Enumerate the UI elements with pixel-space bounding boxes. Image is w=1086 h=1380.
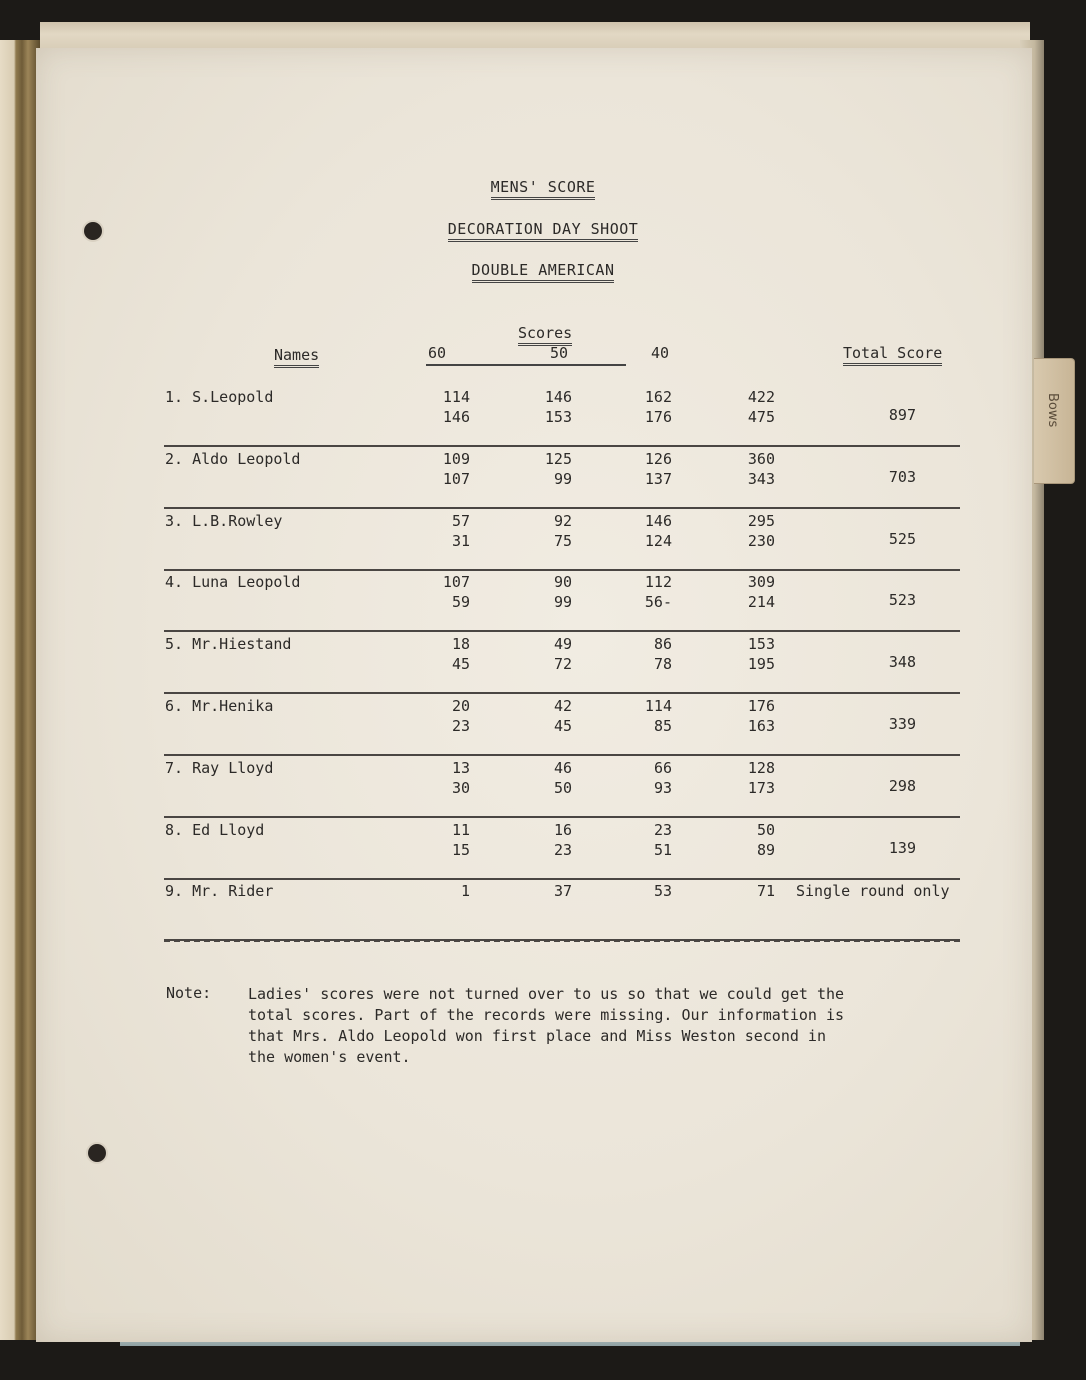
- score-cell: 23: [553, 841, 572, 859]
- score-cell: 42: [553, 697, 572, 715]
- row-divider: [164, 630, 960, 632]
- row-name: 9. Mr. Rider: [165, 882, 274, 900]
- score-cell: 18: [451, 635, 470, 653]
- score-cell: 176: [747, 697, 775, 715]
- score-cell: 50: [553, 779, 572, 797]
- score-cell: 153: [544, 408, 572, 426]
- score-cell: 75: [553, 532, 572, 550]
- row-divider: [164, 507, 960, 509]
- score-cell: 46: [553, 759, 572, 777]
- score-cell: 71: [756, 882, 775, 900]
- note-text: [248, 984, 948, 1068]
- score-cell: 137: [644, 470, 672, 488]
- score-cell: 90: [553, 573, 572, 591]
- row-total: 703: [888, 468, 916, 486]
- score-cell: 124: [644, 532, 672, 550]
- row-total: 523: [888, 591, 916, 609]
- score-cell: 146: [544, 388, 572, 406]
- row-total: 339: [888, 715, 916, 733]
- col-header-50: 50: [550, 344, 569, 362]
- row-total: 348: [888, 653, 916, 671]
- score-cell: 11: [451, 821, 470, 839]
- score-cell: 214: [747, 593, 775, 611]
- score-cell: 93: [653, 779, 672, 797]
- row-total: 897: [888, 406, 916, 424]
- score-cell: 153: [747, 635, 775, 653]
- score-cell: 107: [442, 470, 470, 488]
- row-name: 6. Mr.Henika: [165, 697, 274, 715]
- score-cell: 1: [460, 882, 470, 900]
- score-cell: 162: [644, 388, 672, 406]
- score-cell: 475: [747, 408, 775, 426]
- score-cell: 53: [653, 882, 672, 900]
- score-cell: 57: [451, 512, 470, 530]
- score-cell: 72: [553, 655, 572, 673]
- score-cell: 309: [747, 573, 775, 591]
- score-cell: 23: [451, 717, 470, 735]
- score-cell: 112: [644, 573, 672, 591]
- score-cell: 13: [451, 759, 470, 777]
- row-divider: [164, 754, 960, 756]
- score-cell: 114: [442, 388, 470, 406]
- score-cell: 86: [653, 635, 672, 653]
- score-cell: 78: [653, 655, 672, 673]
- score-cell: 23: [653, 821, 672, 839]
- row-total: Single round only: [796, 882, 950, 900]
- score-cell: 49: [553, 635, 572, 653]
- score-cell: 125: [544, 450, 572, 468]
- score-cell: 126: [644, 450, 672, 468]
- score-cell: 176: [644, 408, 672, 426]
- table-bottom-rule: [164, 940, 960, 942]
- row-divider: [164, 692, 960, 694]
- scores-header: Scores: [518, 324, 572, 346]
- score-cell: 360: [747, 450, 775, 468]
- score-cell: 66: [653, 759, 672, 777]
- score-cell: 146: [644, 512, 672, 530]
- row-name: 1. S.Leopold: [165, 388, 274, 406]
- document-subtitle-type: DOUBLE AMERICAN: [0, 261, 1086, 279]
- score-cell: 173: [747, 779, 775, 797]
- score-cell: 85: [653, 717, 672, 735]
- score-cell: 15: [451, 841, 470, 859]
- score-cell: 45: [553, 717, 572, 735]
- row-name: 5. Mr.Hiestand: [165, 635, 292, 653]
- col-header-names: Names: [274, 346, 319, 368]
- row-divider: [164, 816, 960, 818]
- score-cell: 59: [451, 593, 470, 611]
- row-name: 8. Ed Lloyd: [165, 821, 265, 839]
- row-name: 4. Luna Leopold: [165, 573, 301, 591]
- row-divider: [164, 445, 960, 447]
- score-cell: 89: [756, 841, 775, 859]
- score-cell: 422: [747, 388, 775, 406]
- row-divider: [164, 569, 960, 571]
- score-cell: 146: [442, 408, 470, 426]
- score-cell: 50: [756, 821, 775, 839]
- row-name: 7. Ray Lloyd: [165, 759, 274, 777]
- note-line: the women's event.: [248, 1048, 411, 1066]
- note-line: total scores. Part of the records were missing. Our information is: [248, 1006, 845, 1024]
- col-header-40: 40: [651, 344, 670, 362]
- score-cell: 16: [553, 821, 572, 839]
- score-cell: 30: [451, 779, 470, 797]
- score-cell: 99: [553, 593, 572, 611]
- note-line: that Mrs. Aldo Leopold won first place and Miss Weston second in: [248, 1027, 826, 1045]
- row-name: 2. Aldo Leopold: [165, 450, 301, 468]
- row-divider: [164, 878, 960, 880]
- score-cell: 56-: [644, 593, 672, 611]
- score-cell: 99: [553, 470, 572, 488]
- score-cell: 37: [553, 882, 572, 900]
- score-cell: 31: [451, 532, 470, 550]
- col-header-60: 60: [428, 344, 447, 362]
- score-cell: 20: [451, 697, 470, 715]
- col-header-distance-rule: [426, 346, 626, 366]
- score-cell: 92: [553, 512, 572, 530]
- score-cell: 295: [747, 512, 775, 530]
- punch-hole-bottom: [88, 1144, 106, 1162]
- score-cell: 114: [644, 697, 672, 715]
- row-total: 139: [888, 839, 916, 857]
- index-tab[interactable]: [1034, 358, 1075, 484]
- score-cell: 107: [442, 573, 470, 591]
- col-header-total: Total Score: [843, 344, 942, 366]
- score-cell: 128: [747, 759, 775, 777]
- row-name: 3. L.B.Rowley: [165, 512, 283, 530]
- row-total: 525: [888, 530, 916, 548]
- document-title: MENS' SCORE: [0, 178, 1086, 196]
- score-cell: 45: [451, 655, 470, 673]
- score-cell: 51: [653, 841, 672, 859]
- index-tab-label: Bows: [1045, 393, 1060, 428]
- score-cell: 109: [442, 450, 470, 468]
- score-cell: 343: [747, 470, 775, 488]
- score-cell: 163: [747, 717, 775, 735]
- document-subtitle-event: DECORATION DAY SHOOT: [0, 220, 1086, 238]
- document-page: [36, 48, 1032, 1342]
- score-cell: 195: [747, 655, 775, 673]
- note-line: Ladies' scores were not turned over to us so that we could get the: [248, 985, 845, 1003]
- score-cell: 230: [747, 532, 775, 550]
- row-total: 298: [888, 777, 916, 795]
- note-label: Note:: [166, 984, 212, 1002]
